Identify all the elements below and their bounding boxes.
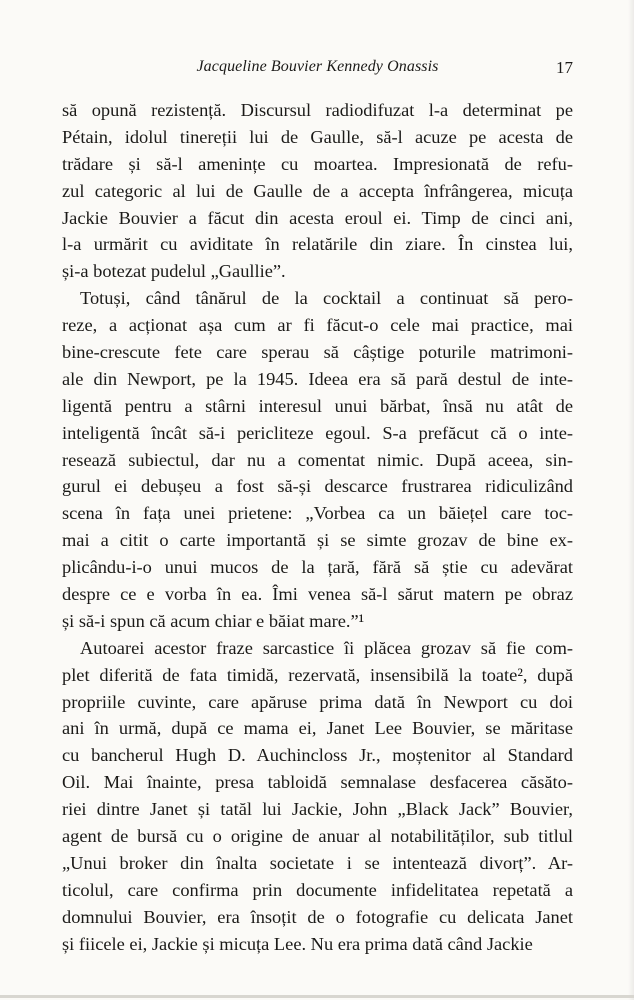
text-line: mai a citit o carte importantă și se simte grozav de bine ex- — [62, 530, 573, 551]
text-line: Totuși, când tânărul de la cocktail a continuat să pero- — [80, 288, 573, 309]
text-line: și să-i spun că acum chiar e băiat mare.”¹ — [62, 610, 365, 631]
body-text — [62, 97, 573, 958]
text-line: Autoarei acestor fraze sarcastice îi plăcea grozav să fie com- — [80, 637, 573, 658]
text-line: „Unui broker din înalta societate i se intentează divorț”. Ar- — [62, 852, 573, 873]
page-number: 17 — [556, 58, 573, 77]
text-line: trădare și să-l amenințe cu moartea. Impresionată de refu- — [62, 153, 573, 174]
text-line: inteligentă încât să-i periclitezе egoul. S-a prefăcut că o inte- — [62, 422, 573, 443]
page-edge-shadow — [628, 0, 634, 1000]
text-line: și fiicele ei, Jackie și micuța Lee. Nu era prima dată când Jackie — [62, 933, 533, 954]
text-line: ligentă pentru a stârni interesul unui bărbat, însă nu atât de — [62, 395, 573, 416]
paragraph — [62, 635, 573, 958]
paragraph — [62, 285, 573, 635]
text-line: plet diferită de fata timidă, rezervată, insensibilă la toate², după — [62, 664, 573, 685]
text-line: bine-crescute fete care sperau să câștige poturile matrimoni- — [62, 342, 573, 363]
text-line: și-a botezat pudelul „Gaullie”. — [62, 261, 286, 282]
text-line: domnului Bouvier, era însoțit de o fotografie cu delicata Janet — [62, 906, 573, 927]
text-line: l-a urmărit cu aviditate în relatările din ziare. În cinstea lui, — [62, 234, 573, 255]
text-line: agent de bursă cu o origine de anuar al notabilităților, sub titlul — [62, 826, 573, 847]
text-line: zul categoric al lui de Gaulle de a accepta înfrângerea, micuța — [62, 180, 573, 201]
page-bottom-edge — [0, 995, 634, 998]
text-line: Pétain, idolul tinereții lui de Gaulle, să-l acuze pe acesta de — [62, 126, 573, 147]
text-line: resează subiectul, dar nu a comentat nimic. După aceea, sin- — [62, 449, 573, 470]
text-line: ticolul, care confirma prin documente infidelitatea repetată a — [62, 879, 573, 900]
text-line: riei dintre Janet și tatăl lui Jackie, John „Black Jack” Bouvier, — [62, 799, 573, 820]
text-line: propriile cuvinte, care apăruse prima dată în Newport cu doi — [62, 691, 573, 712]
text-line: scena în fața unei prietene: „Vorbea ca un băiețel care toc- — [62, 503, 573, 524]
text-line: reze, a acționat așa cum ar fi făcut-o cele mai practice, mai — [62, 315, 573, 336]
text-line: ale din Newport, pe la 1945. Ideea era să pară destul de inte- — [62, 368, 573, 389]
text-line: plicându-i-o unui mucos de la țară, fără să știe cu adevărat — [62, 557, 573, 578]
text-line: despre ce e vorba în ea. Îmi venea să-l sărut matern pe obraz — [62, 584, 573, 605]
text-line: Jackie Bouvier a făcut din acesta eroul ei. Timp de cinci ani, — [62, 207, 573, 228]
running-header — [62, 58, 573, 82]
text-line: Oil. Mai înainte, presa tabloidă semnalase desfacerea căsăto- — [62, 772, 573, 793]
text-line: ani în urmă, după ce mama ei, Janet Lee Bouvier, se măritase — [62, 718, 573, 739]
text-line: gurul ei debușeu a fost să-și descarce frustrarea ridiculizând — [62, 476, 573, 497]
text-line: cu bancherul Hugh D. Auchincloss Jr., moștenitor al Standard — [62, 745, 573, 766]
running-title: Jacqueline Bouvier Kennedy Onassis — [196, 58, 439, 75]
paragraph — [62, 97, 573, 285]
text-line: să opună rezistență. Discursul radiodifuzat l-a determinat pe — [62, 100, 573, 120]
